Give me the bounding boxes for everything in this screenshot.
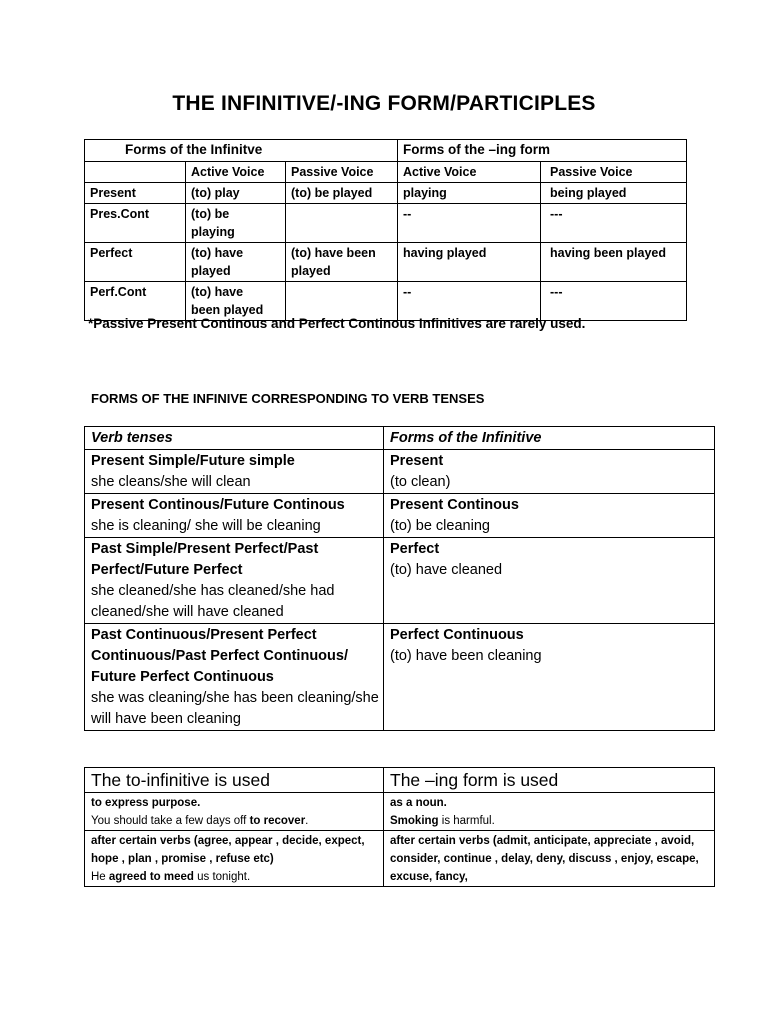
- usage-cell: [85, 793, 384, 831]
- table-row: [85, 450, 715, 494]
- header-verb-tenses: Verb tenses: [85, 427, 384, 450]
- table-cell: ---: [541, 282, 687, 321]
- table-cell: playing: [398, 183, 541, 204]
- table-cell: --: [398, 204, 541, 243]
- tense-name: Present Continous/Future Continous: [91, 497, 345, 513]
- tense-cell: [85, 494, 384, 538]
- usage-example: You should take a few days off to recover.: [91, 815, 309, 827]
- infinitive-forms-table: [84, 139, 687, 321]
- table-header-row: [85, 768, 715, 793]
- table-cell: (to) have been played: [186, 282, 286, 321]
- row-label: Perf.Cont: [85, 282, 186, 321]
- table-row: [85, 204, 687, 243]
- table-row: [85, 494, 715, 538]
- tense-name: Past Simple/Present Perfect/Past Perfect/Future Perfect: [91, 541, 319, 578]
- tense-cell: [85, 538, 384, 624]
- form-cell: [384, 538, 715, 624]
- header-forms-of-infinitive: Forms of the Infinitive: [384, 427, 715, 450]
- table-cell: having played: [398, 243, 541, 282]
- table-cell: (to) be played: [286, 183, 398, 204]
- table-header-row: [85, 140, 687, 162]
- usage-rule: after certain verbs (agree, appear , decide, expect, hope , plan , promise , refuse etc): [91, 835, 365, 865]
- tense-example: she was cleaning/she has been cleaning/she will have been cleaning: [91, 690, 379, 727]
- table-cell: [286, 282, 398, 321]
- header-ing-form: The –ing form is used: [384, 768, 715, 793]
- usage-rule: after certain verbs (admit, anticipate, appreciate , avoid, consider, continue , delay, deny, discuss , enjoy, escape, excuse, fancy,: [390, 835, 699, 883]
- form-example: (to clean): [390, 474, 451, 490]
- form-cell: [384, 494, 715, 538]
- row-label: Present: [85, 183, 186, 204]
- form-cell: [384, 450, 715, 494]
- header-ing-form: Forms of the –ing form: [398, 140, 687, 162]
- tense-name: Past Continuous/Present Perfect Continuous/Past Perfect Continuous/ Future Perfect Continuous: [91, 627, 348, 685]
- form-example: (to) be cleaning: [390, 518, 490, 534]
- table-cell: (to) be playing: [186, 204, 286, 243]
- form-name: Perfect Continuous: [390, 627, 524, 643]
- form-cell: [384, 624, 715, 731]
- table-row: [85, 793, 715, 831]
- table-cell: having been played: [541, 243, 687, 282]
- page-title: THE INFINITIVE/-ING FORM/PARTICIPLES: [172, 92, 596, 115]
- table-cell: (to) play: [186, 183, 286, 204]
- form-example: (to) have been cleaning: [390, 648, 542, 664]
- header-to-infinitive: The to-infinitive is used: [85, 768, 384, 793]
- subheader-active-voice: Active Voice: [186, 162, 286, 183]
- form-example: (to) have cleaned: [390, 562, 503, 578]
- form-name: Present Continous: [390, 497, 519, 513]
- usage-table: [84, 767, 715, 887]
- tense-example: she cleaned/she has cleaned/she had cleaned/she will have cleaned: [91, 583, 335, 620]
- usage-cell: [85, 831, 384, 887]
- usage-rule: to express purpose.: [91, 797, 201, 809]
- tense-cell: [85, 624, 384, 731]
- table-header-row: [85, 427, 715, 450]
- table-row: [85, 538, 715, 624]
- tense-example: she cleans/she will clean: [91, 474, 251, 490]
- usage-rule: as a noun.: [390, 797, 447, 809]
- verb-tenses-table: [84, 426, 715, 731]
- tense-name: Present Simple/Future simple: [91, 453, 295, 469]
- footnote: *Passive Present Continous and Perfect Continous Infinitives are rarely used.: [88, 316, 586, 331]
- header-infinitive: Forms of the Infinitve: [85, 140, 398, 162]
- tense-example: she is cleaning/ she will be cleaning: [91, 518, 321, 534]
- form-name: Present: [390, 453, 444, 469]
- subheader-passive-voice: Passive Voice: [541, 162, 687, 183]
- table-cell: [286, 204, 398, 243]
- row-label: Perfect: [85, 243, 186, 282]
- table-cell: (to) have been played: [286, 243, 398, 282]
- subheader-active-voice: Active Voice: [398, 162, 541, 183]
- table-subheader-row: [85, 162, 687, 183]
- table-row: [85, 624, 715, 731]
- table-cell: being played: [541, 183, 687, 204]
- usage-example: Smoking is harmful.: [390, 815, 495, 827]
- table-cell: --: [398, 282, 541, 321]
- usage-cell: [384, 793, 715, 831]
- table-row: [85, 183, 687, 204]
- subheader-passive-voice: Passive Voice: [286, 162, 398, 183]
- row-label: Pres.Cont: [85, 204, 186, 243]
- table-cell: (to) have played: [186, 243, 286, 282]
- usage-example: He agreed to meed us tonight.: [91, 871, 251, 883]
- usage-cell: [384, 831, 715, 887]
- table-row: [85, 282, 687, 321]
- table-cell: ---: [541, 204, 687, 243]
- table-row: [85, 831, 715, 887]
- section-heading: FORMS OF THE INFINIVE CORRESPONDING TO VERB TENSES: [91, 391, 485, 406]
- table-row: [85, 243, 687, 282]
- form-name: Perfect: [390, 541, 440, 557]
- tense-cell: [85, 450, 384, 494]
